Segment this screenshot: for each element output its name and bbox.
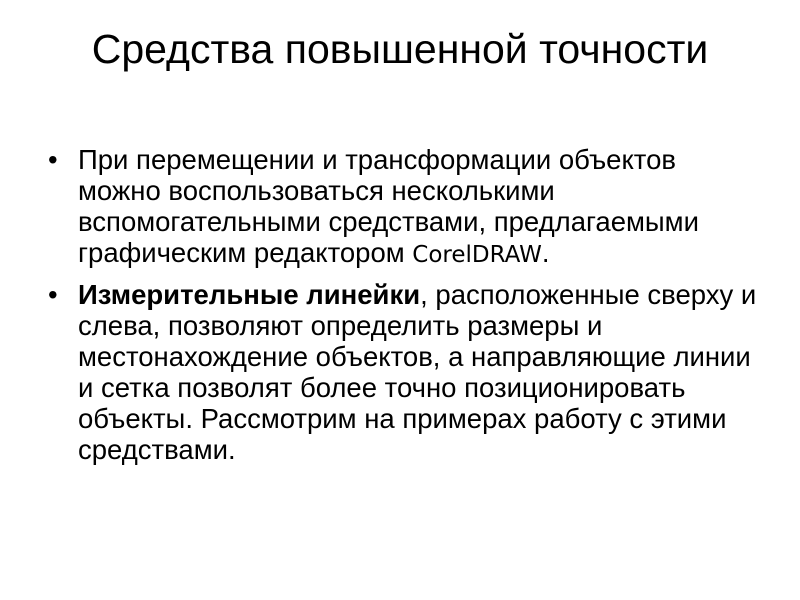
bullet-intro-end: . (541, 237, 550, 268)
bullet-rulers-text: , расположенные сверху и слева, позволяют определить размеры и местонахождение объектов, а направляющие линии и сетка позволят более точно позиционировать объекты. Рассмотрим на примерах работу с этими средствами. (78, 279, 757, 465)
brand-name-coreldraw: CorelDRAW (412, 242, 542, 268)
slide-title: Средства повышенной точности (91, 26, 709, 72)
bullet-item-rulers (44, 279, 764, 465)
bullet-intro-text: При перемещении и трансформации объектов можно воспользоваться несколькими вспомогательными средствами, предлагаемыми графическим редактором (78, 144, 699, 268)
bullet-list (44, 144, 764, 473)
term-rulers: Измерительные линейки (78, 279, 421, 310)
bullet-item-intro (44, 144, 764, 271)
